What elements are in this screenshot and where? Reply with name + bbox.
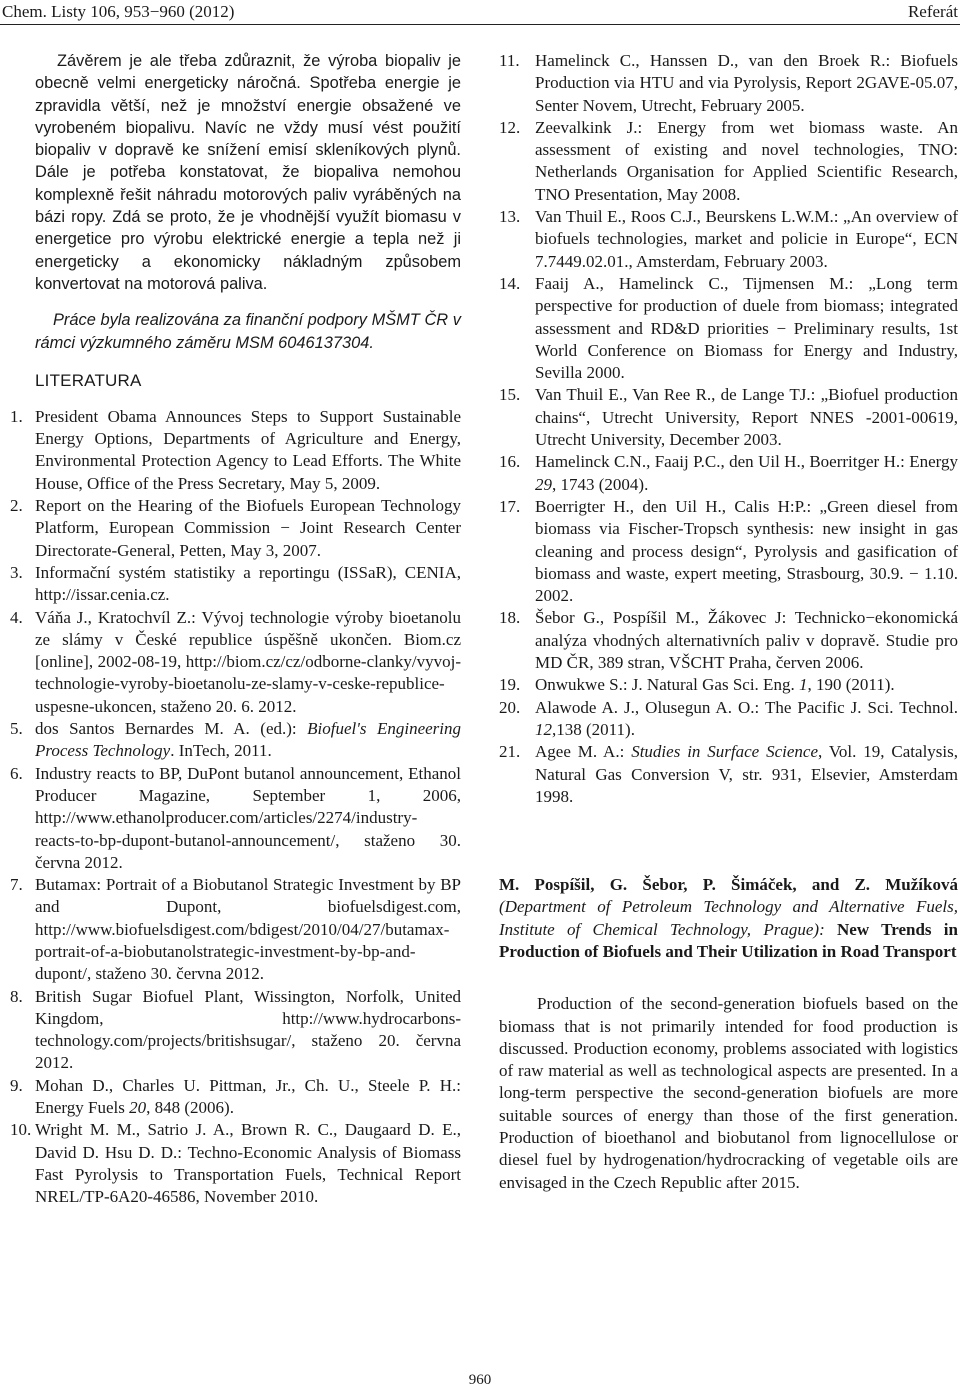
reference-text: Wright M. M., Satrio J. A., Brown R. C., Daugaard D. E., David D. Hsu D. D.: Techno-Economic Analysis of Biomass Fast Pyrolysis to Transportation Fuels, Technical Report NREL/TP-6A20-46586, November 2010.: [35, 1120, 461, 1207]
page-header: [0, 0, 960, 28]
reference-number: 3.: [10, 562, 23, 582]
reference-text: Van Thuil E., Roos C.J., Beurskens L.W.M.: „An overview of biofuels technologies, market and policie in Europe“, ECN 7.7449.02.01., Amsterdam, February 2003.: [535, 207, 958, 271]
reference-number: 4.: [10, 607, 23, 627]
reference-list-left: [10, 406, 462, 1209]
reference-text: Boerrigter H., den Uil H., Calis H:P.: „Green diesel from biomass via Fischer-Tropsch synthesis: new insight in gas cleaning and process design“, Pyrolysis and gasification of biomass and waste, expert meeting, Strasbourg, 30.9. − 1.10. 2002.: [535, 496, 958, 606]
reference-number: 8.: [10, 986, 23, 1006]
reference-text: Hamelinck C.N., Faaij P.C., den Uil H., Boerritger H.: Energy 29, 1743 (2004).: [535, 452, 958, 494]
reference-text: President Obama Announces Steps to Support Sustainable Energy Options, Departments of Agriculture and Energy, Environmental Protection Agency to Lead Efforts. The White House, Office of the Press Secretary, May 5, 2009.: [35, 406, 461, 493]
reference-number: 19.: [499, 675, 521, 695]
reference-item: [10, 562, 461, 607]
reference-item: [499, 741, 958, 808]
reference-item: [10, 763, 461, 874]
reference-number: 20.: [499, 697, 521, 717]
right-column: [499, 50, 958, 1194]
reference-text: Butamax: Portrait of a Biobutanol Strategic Investment by BP and Dupont, biofuelsdigest.com, http://www.biofuelsdigest.com/bdigest/2010/04/27/butamax-portrait-of-a-biobutanolstrategic-investment-by-bp-and-dupont/, staženo 30. června 2012.: [35, 875, 461, 984]
reference-italic: Biofuel's Engineering Process Technology: [35, 719, 462, 761]
abstract-affiliation: (Department of Petroleum Technology and Alternative Fuels, Institute of Chemical Technology, Prague):: [499, 897, 958, 939]
english-abstract: [499, 874, 958, 1194]
reference-item: [499, 50, 958, 117]
abstract-authors: M. Pospíšil, G. Šebor, P. Šimáček, and Z. Mužíková: [499, 875, 958, 895]
reference-text: Zeevalkink J.: Energy from wet biomass waste. An assessment of existing and novel technologies, TNO: Netherlands Organisation for Applied Scientific Research, TNO Presentation, May 2008.: [535, 117, 958, 204]
reference-number: 9.: [10, 1075, 23, 1095]
reference-item: [10, 1075, 461, 1120]
reference-italic: 29: [535, 474, 552, 494]
reference-text: dos Santos Bernardes M. A. (ed.): Biofuel's Engineering Process Technology. InTech, 2011.: [35, 719, 462, 761]
literature-heading: LITERATURA: [35, 370, 142, 390]
reference-number: 1.: [10, 406, 23, 426]
reference-item: [499, 117, 958, 206]
journal-citation: Chem. Listy 106, 953−960 (2012): [2, 2, 235, 21]
reference-item: [499, 674, 958, 696]
reference-item: [10, 874, 461, 985]
reference-item: [10, 986, 461, 1075]
reference-text: Mohan D., Charles U. Pittman, Jr., Ch. U., Steele P. H.: Energy Fuels 20, 848 (2006).: [35, 1075, 461, 1118]
reference-italic: 1: [798, 675, 808, 695]
reference-number: 2.: [10, 496, 23, 516]
reference-number: 12.: [499, 117, 521, 137]
section-label: Referát: [907, 2, 958, 21]
reference-number: 5.: [10, 719, 23, 739]
reference-number: 17.: [499, 496, 521, 516]
reference-item: [499, 496, 958, 607]
reference-text: Alawode A. J., Olusegun A. O.: The Pacific J. Sci. Technol. 12,138 (2011).: [535, 697, 958, 739]
reference-text: Váňa J., Kratochvíl Z.: Vývoj technologie výroby bioetanolu ze slámy v České republice úspěšně ukončen. Biom.cz [online], 2002-08-19, http://biom.cz/cz/odborne-clanky/vyvoj-technologie-vyroby-bioetanolu-ze-slamy-v-ceske-republice-uspesne-ukoncen, staženo 20. 6. 2012.: [35, 607, 461, 716]
abstract-body: Production of the second-generation biofuels based on the biomass that is not primarily intended for food production is discussed. Production economy, problems associated with logistics of raw material as well as technological aspects are presented. In a long-term perspective the second-generation biofuels are more suitable sources of energy than those of the first generation. Production of bioethanol and biobutanol from lignocellulose or diesel fuel by hydrogenation/hydrocracking of vegetable oils are envisaged in the Czech Republic after 2015.: [499, 994, 958, 1192]
reference-number: 18.: [499, 608, 521, 628]
reference-list-right: [499, 50, 958, 808]
conclusion-paragraph: Závěrem je ale třeba zdůraznit, že výroba biopaliv je obecně velmi energeticky náročná. Spotřeba energie je zpravidla větší, než je množství energie obsažené ve vyrobeném biopalivu. Navíc ne vždy musí vést použití biopaliv v dopravě ke snížení emisí skleníkových plynů. Dále je potřeba konstatovat, že biopaliva nemohou komplexně řešit náhradu motorových paliv vyráběných na bázi ropy. Zdá se proto, že je vhodnější využít biomasu v energetice pro výrobu elektrické energie a tepla než ji energeticky a ekonomicky nákladným způsobem konvertovat na motorová paliva.: [35, 52, 461, 293]
reference-number: 11.: [499, 51, 520, 70]
reference-text: Onwukwe S.: J. Natural Gas Sci. Eng. 1, 190 (2011).: [535, 675, 895, 695]
reference-item: [499, 451, 958, 496]
reference-number: 13.: [499, 207, 521, 227]
header-rule: [0, 24, 960, 25]
reference-number: 15.: [499, 385, 521, 405]
abstract-heading: [499, 874, 958, 963]
reference-item: [10, 718, 462, 763]
reference-text: Van Thuil E., Van Ree R., de Lange TJ.: „Biofuel production chains“, Utrecht University, Report NNES -2001-00619, Utrecht University, December 2003.: [535, 385, 958, 450]
reference-text: Industry reacts to BP, DuPont butanol announcement, Ethanol Producer Magazine, September 1, 2006, http://www.ethanolproducer.com/articles/2274/industry-reacts-to-bp-dupont-butanol-announcement/, staženo 30. června 2012.: [35, 763, 461, 872]
reference-text: Šebor G., Pospíšil M., Žákovec J: Technicko−ekonomická analýza vhodných alternativních paliv v dopravě. Studie pro MD ČR, 389 stran, VŠCHT Praha, červen 2006.: [535, 608, 958, 673]
reference-italic: 12: [535, 719, 552, 739]
reference-item: [499, 697, 958, 742]
reference-item: [499, 273, 958, 384]
reference-number: 16.: [499, 452, 521, 472]
reference-number: 21.: [499, 742, 521, 762]
reference-text: Informační systém statistiky a reportingu (ISSaR), CENIA, http://issar.cenia.cz.: [35, 562, 461, 605]
reference-number: 7.: [10, 875, 23, 895]
reference-italic: Studies in Surface Science: [631, 742, 819, 762]
reference-item: [499, 607, 958, 674]
reference-item: [10, 1119, 461, 1208]
abstract-title: New Trends in Production of Biofuels and Their Utilization in Road Transport: [499, 919, 958, 961]
reference-text: Hamelinck C., Hanssen D., van den Broek R.: Biofuels Production via HTU and via Pyrolysis, Report 2GAVE-05.07, Senter Novem, Utrecht, February 2005.: [535, 51, 958, 115]
reference-number: 14.: [499, 273, 521, 293]
reference-item: [10, 495, 461, 562]
page-number: 960: [468, 1372, 492, 1388]
reference-number: 6.: [10, 763, 23, 783]
reference-text: Faaij A., Hamelinck C., Tijmensen M.: „Long term perspective for production of duele from biomass; integrated assessment and RD&D priorities − Preliminary results, 1st World Conference on Biomass for Energy and Industry, Sevilla 2000.: [535, 273, 958, 383]
reference-item: [499, 206, 958, 273]
reference-item: [10, 607, 461, 718]
left-column: [0, 50, 461, 1209]
acknowledgement: Práce byla realizována za finanční podpory MŠMT ČR v rámci výzkumného záměru MSM 6046137304.: [35, 311, 461, 352]
reference-number: 10.: [10, 1120, 32, 1140]
reference-text: Report on the Hearing of the Biofuels European Technology Platform, European Commission − Joint Research Center Directorate-General, Petten, May 3, 2007.: [35, 496, 461, 560]
reference-item: [499, 384, 958, 451]
reference-item: [10, 406, 461, 495]
reference-text: British Sugar Biofuel Plant, Wissington, Norfolk, United Kingdom, http://www.hydrocarbons-technology.com/projects/britishsugar/, staženo 20. června 2012.: [35, 986, 461, 1073]
reference-text: Agee M. A.: Studies in Surface Science, Vol. 19, Catalysis, Natural Gas Conversion V, str. 931, Elsevier, Amsterdam 1998.: [535, 742, 958, 806]
reference-italic: 20: [129, 1098, 147, 1118]
